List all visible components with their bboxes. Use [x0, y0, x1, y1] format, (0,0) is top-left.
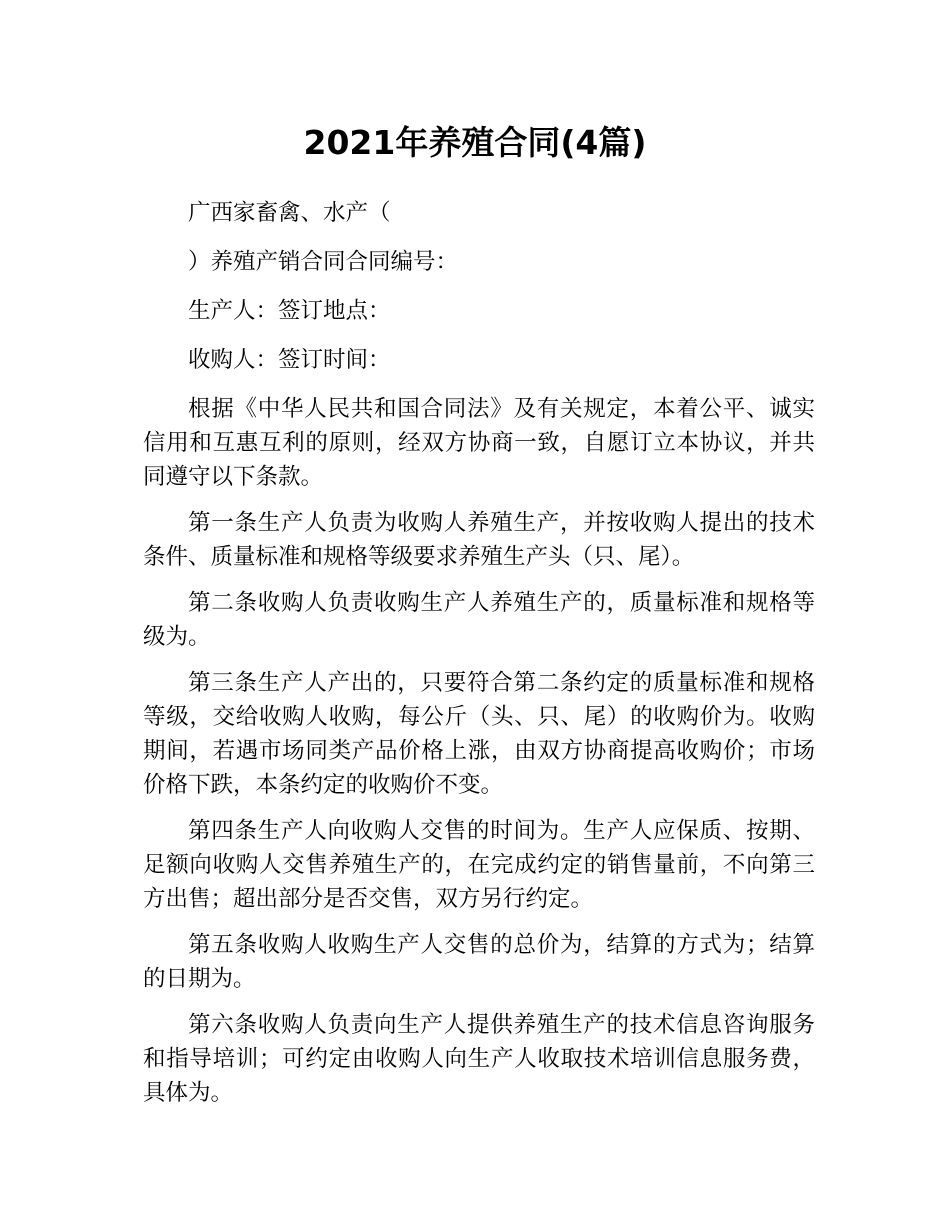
- paragraph-producer-location: 生产人：签订地点：: [188, 298, 391, 324]
- paragraph-buyer-date: 收购人：签订时间：: [188, 347, 391, 373]
- paragraph-article-4: 第四条生产人向收购人交售的时间为。生产人应保质、按期、足额向收购人交售养殖生产的，在完成约定的销售量前，不向第三方出售；超出部分是否交售，双方另行约定。: [143, 818, 815, 912]
- paragraph-article-5: 第五条收购人收购生产人交售的总价为，结算的方式为；结算的日期为。: [143, 932, 815, 992]
- document-title: 2021年养殖合同(4篇): [303, 123, 647, 162]
- paragraph-header-line-1: 广西家畜禽、水产（: [188, 200, 391, 226]
- paragraph-article-1: 第一条生产人负责为收购人养殖生产，并按收购人提出的技术条件、质量标准和规格等级要求养殖生产头（只、尾）。: [143, 510, 815, 570]
- paragraph-preamble: 根据《中华人民共和国合同法》及有关规定，本着公平、诚实信用和互惠互利的原则，经双方协商一致，自愿订立本协议，并共同遵守以下条款。: [143, 396, 815, 490]
- document-body: [143, 196, 815, 1122]
- paragraph-article-6: 第六条收购人负责向生产人提供养殖生产的技术信息咨询服务和指导培训；可约定由收购人向生产人收取技术培训信息服务费，具体为。: [143, 1012, 815, 1106]
- paragraph-article-3: 第三条生产人产出的，只要符合第二条约定的质量标准和规格等级，交给收购人收购，每公斤（头、只、尾）的收购价为。收购期间，若遇市场同类产品价格上涨，由双方协商提高收购价；市场价格下跌，本条约定的收购价不变。: [143, 670, 815, 798]
- paragraph-header-line-2: ）养殖产销合同合同编号：: [188, 249, 459, 275]
- paragraph-article-2: 第二条收购人负责收购生产人养殖生产的，质量标准和规格等级为。: [143, 590, 815, 650]
